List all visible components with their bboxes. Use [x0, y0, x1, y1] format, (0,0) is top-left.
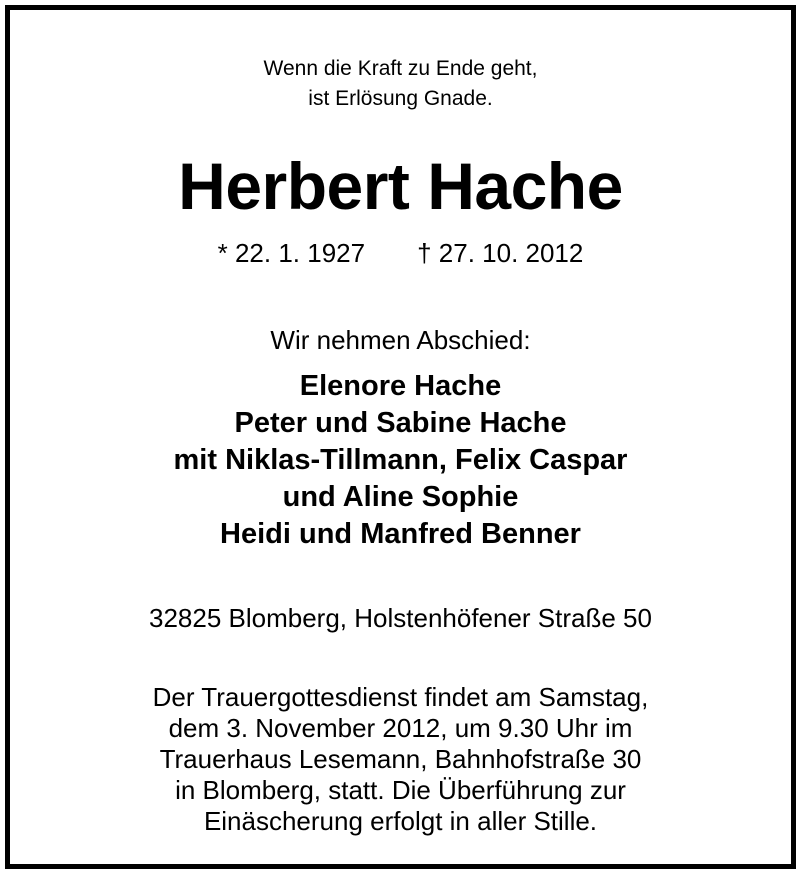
funeral-notice — [10, 682, 791, 837]
mourner-line: Peter und Sabine Hache — [234, 407, 567, 439]
deceased-name: Herbert Hache — [178, 149, 623, 223]
death-date: † 27. 10. 2012 — [417, 238, 584, 268]
mourner-line: mit Niklas-Tillmann, Felix Caspar — [173, 444, 628, 476]
notice-line: Trauerhaus Lesemann, Bahnhofstraße 30 — [159, 744, 642, 774]
motto-line-2: ist Erlösung Gnade. — [308, 87, 493, 110]
life-dates — [10, 236, 791, 270]
mourners-list — [10, 368, 791, 553]
birth-date: * 22. 1. 1927 — [217, 238, 366, 268]
mourner-line: Heidi und Manfred Benner — [220, 518, 581, 550]
motto-line-1: Wenn die Kraft zu Ende geht, — [263, 57, 538, 80]
notice-line: Der Trauergottesdienst findet am Samstag, — [152, 682, 649, 712]
notice-line: in Blomberg, statt. Die Überführung zur — [175, 775, 626, 805]
notice-line: Einäscherung erfolgt in aller Stille. — [203, 806, 598, 836]
family-address: 32825 Blomberg, Holstenhöfener Straße 50 — [149, 603, 652, 633]
notice-line: dem 3. November 2012, um 9.30 Uhr im — [168, 713, 633, 743]
mourner-line: Elenore Hache — [299, 370, 502, 402]
mourner-line: und Aline Sophie — [282, 481, 519, 513]
farewell-heading: Wir nehmen Abschied: — [270, 325, 531, 355]
